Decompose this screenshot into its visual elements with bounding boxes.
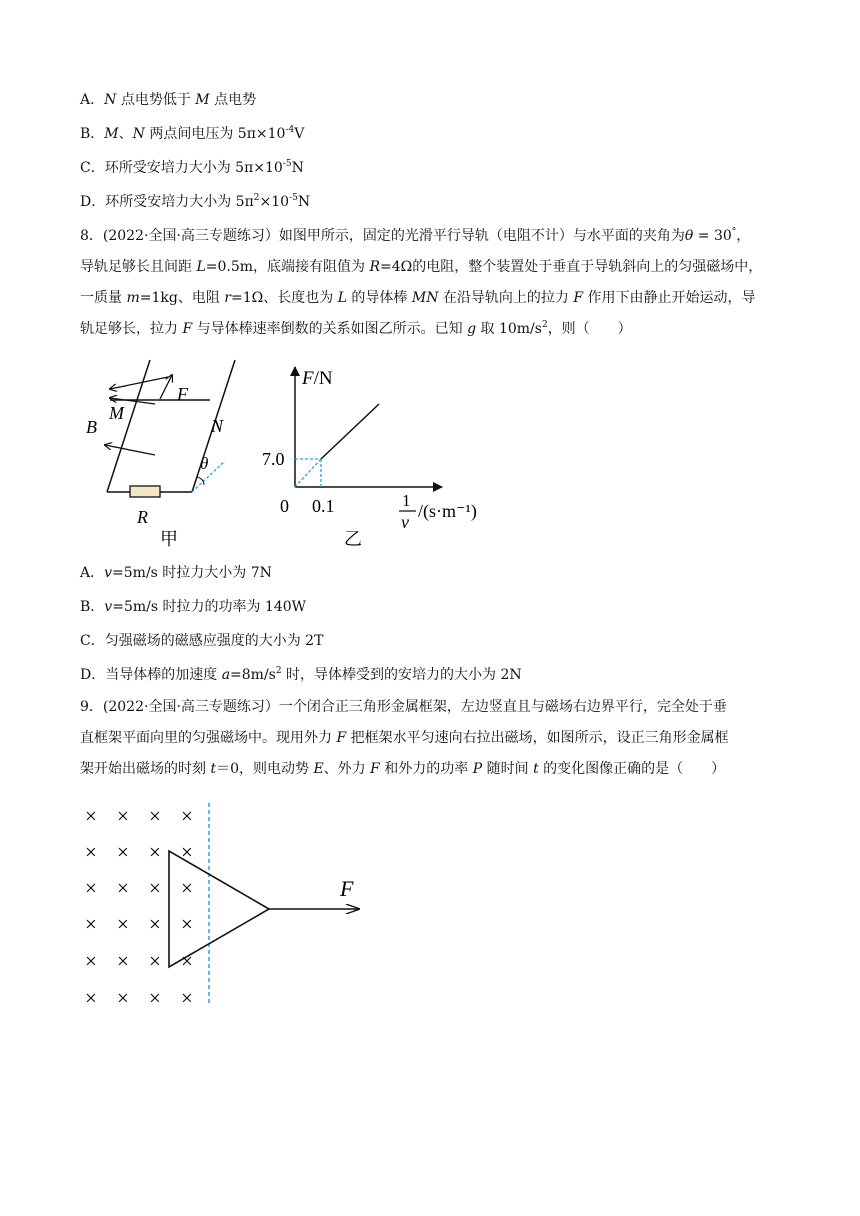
cross-mark: × (85, 840, 97, 864)
text-run: 在沿导轨向上的拉力 (438, 290, 574, 306)
text-run: 与导体棒速率倒数的关系如图乙所示。已知 (192, 321, 468, 337)
text-run: 轨足够长，拉力 (80, 321, 183, 337)
cross-mark: × (149, 876, 161, 900)
text-run: 点电势 (209, 92, 257, 108)
q7-option-b (80, 124, 304, 144)
cross-mark: × (117, 876, 129, 900)
f-vs-inverse-v-line (321, 404, 379, 459)
superscript: -5 (289, 193, 298, 203)
b-field-arrow (110, 377, 168, 389)
text-run: ＝0，则电动势 (216, 761, 314, 777)
text-run: 、 (118, 126, 133, 142)
math-variable: E (313, 761, 324, 777)
option-label: B． (80, 126, 105, 142)
math-variable: g (467, 321, 477, 337)
label-f: F (340, 876, 354, 901)
x-axis-label-unit: /(s·m⁻¹) (418, 501, 477, 521)
text-run: ， (736, 228, 751, 244)
cross-mark: × (181, 876, 193, 900)
math-variable: R (369, 259, 381, 275)
cross-mark: × (149, 912, 161, 936)
cross-mark: × (181, 949, 193, 973)
label-m: M (109, 403, 124, 423)
superscript: 2 (253, 193, 260, 203)
option-label: A． (80, 92, 105, 108)
text-run: =4Ω的电阻，整个装置处于垂直于导轨斜向上的匀强磁场中， (380, 259, 763, 275)
q8-stem (80, 221, 780, 345)
caption-yi: 乙 (344, 529, 362, 549)
label-r: R (137, 507, 148, 527)
text-run: 时，导体棒受到的安培力的大小为 2N (281, 667, 522, 683)
option-label: C． (80, 633, 105, 649)
text-run: 导轨足够长且间距 (80, 259, 197, 275)
math-variable: v (104, 565, 113, 581)
math-variable: F (573, 290, 584, 306)
q8-stem-line-3 (80, 283, 780, 314)
math-variable: M (195, 92, 210, 108)
q8-stem-line-4 (80, 314, 780, 345)
text-run: 、外力 (323, 761, 371, 777)
text-run: 的变化图像正确的是（ ） (538, 761, 726, 777)
y-tick-label: 7.0 (262, 449, 285, 469)
text-run: 8．(2022·全国·高三专题练习）如图甲所示，固定的光滑平行导轨（电阻不计）与水平面的夹角为 (80, 228, 685, 244)
text-run: ，则（ ） (547, 321, 632, 337)
text-run: =5m/s 时拉力的功率为 140W (112, 599, 307, 615)
text-run: = 30 (693, 228, 732, 244)
cross-mark: × (85, 986, 97, 1010)
cross-mark: × (117, 912, 129, 936)
caption-jia: 甲 (160, 529, 178, 549)
text-run: =1Ω、长度也为 (230, 290, 338, 306)
q8-option-a (80, 563, 272, 583)
cross-mark: × (181, 840, 193, 864)
label-b: B (86, 417, 97, 437)
q8-option-c (80, 631, 323, 651)
superscript: 2 (275, 666, 282, 676)
math-variable: N (132, 126, 145, 142)
cross-mark: × (149, 840, 161, 864)
text-run: 和外力的功率 (379, 761, 473, 777)
cross-mark: × (117, 804, 129, 828)
math-variable: F (336, 730, 347, 746)
cross-mark: × (85, 912, 97, 936)
left-rail (107, 360, 150, 492)
q9-stem (80, 692, 780, 785)
math-variable: F (182, 321, 193, 337)
text-run: 环所受安培力大小为 5π (105, 194, 254, 210)
math-variable: t (210, 761, 217, 777)
x-axis-label-denominator: v (401, 512, 409, 532)
resistor (130, 486, 160, 497)
text-run: 作用下由静止开始运动，导 (583, 290, 756, 306)
text-run: 9．(2022·全国·高三专题练习）一个闭合正三角形金属框架，左边竖直且与磁场右边界平行，完全处于垂 (80, 699, 727, 715)
figure-q9 (80, 798, 380, 1013)
cross-mark: × (85, 804, 97, 828)
math-variable: a (221, 667, 231, 683)
superscript: -5 (282, 159, 292, 169)
cross-mark: × (149, 804, 161, 828)
q7-option-c (80, 158, 304, 178)
option-label: B． (80, 599, 105, 615)
text-run: 点电势低于 (116, 92, 196, 108)
text-run: =8m/s (230, 667, 276, 683)
math-variable: M (104, 126, 119, 142)
text-run: 匀强磁场的磁感应强度的大小为 2T (104, 633, 324, 649)
text-run: V (294, 126, 305, 142)
text-run: 当导体棒的加速度 (105, 667, 222, 683)
math-variable: F (370, 761, 380, 777)
text-run: =0.5m，底端接有阻值为 (205, 259, 370, 275)
q8-stem-line-1 (80, 221, 780, 252)
cross-mark: × (117, 949, 129, 973)
text-run: =1kg、电阻 (139, 290, 225, 306)
cross-mark: × (181, 986, 193, 1010)
text-run: 直框架平面向里的匀强磁场中。现用外力 (80, 730, 337, 746)
math-variable: L (337, 290, 347, 306)
option-label: A． (80, 565, 105, 581)
math-variable: t (533, 761, 539, 777)
superscript: -4 (285, 125, 295, 135)
b-field-arrow (105, 445, 155, 455)
origin-label: 0 (280, 496, 289, 516)
math-variable: θ (684, 228, 694, 244)
text-run: N (291, 160, 304, 176)
q8-option-d (80, 665, 522, 685)
math-variable: m (126, 290, 140, 306)
text-run: 随时间 (482, 761, 534, 777)
cross-mark: × (149, 949, 161, 973)
magnetic-field-crosses (85, 804, 193, 1010)
figure-jia (80, 355, 240, 550)
math-variable: L (196, 259, 206, 275)
x-axis-label-numerator: 1 (402, 491, 411, 510)
option-label: D． (80, 667, 106, 683)
superscript: 2 (541, 320, 548, 330)
q8-stem-line-2 (80, 252, 780, 283)
text-run: =5m/s 时拉力大小为 7N (112, 565, 272, 581)
math-variable: MN (411, 290, 439, 306)
text-run: 一质量 (80, 290, 127, 306)
math-variable: v (104, 599, 113, 615)
math-variable: N (104, 92, 117, 108)
q8-option-b (80, 597, 306, 617)
label-f: F (177, 384, 188, 404)
q7-option-d (80, 192, 310, 212)
text-run: 环所受安培力大小为 5π×10 (104, 160, 283, 176)
math-variable: r (224, 290, 231, 306)
cross-mark: × (85, 949, 97, 973)
text-run: 架开始出磁场的时刻 (80, 761, 211, 777)
label-n: N (211, 416, 224, 436)
figure-yi (250, 362, 490, 552)
dashed-guide-diagonal (295, 459, 321, 487)
theta-label: θ (200, 454, 209, 473)
cross-mark: × (117, 840, 129, 864)
text-run: 的导体棒 (346, 290, 412, 306)
q9-stem-line-2 (80, 723, 780, 754)
cross-mark: × (117, 986, 129, 1010)
x-tick-label: 0.1 (312, 496, 335, 516)
option-label: C． (80, 160, 105, 176)
q9-stem-line-3 (80, 754, 780, 785)
math-variable: P (472, 761, 483, 777)
q9-stem-line-1 (80, 692, 780, 723)
q7-option-a (80, 90, 256, 110)
y-axis-label: F/N (302, 368, 333, 389)
cross-mark: × (181, 804, 193, 828)
cross-mark: × (149, 986, 161, 1010)
cross-mark: × (181, 912, 193, 936)
option-label: D． (80, 194, 106, 210)
cross-mark: × (85, 876, 97, 900)
text-run: 两点间电压为 5π×10 (144, 126, 286, 142)
text-run: N (297, 194, 311, 210)
text-run: 取 10m/s (476, 321, 542, 337)
text-run: ×10 (259, 194, 290, 210)
superscript: ° (731, 227, 737, 237)
text-run: 把框架水平匀速向右拉出磁场，如图所示，设正三角形金属框 (346, 730, 729, 746)
